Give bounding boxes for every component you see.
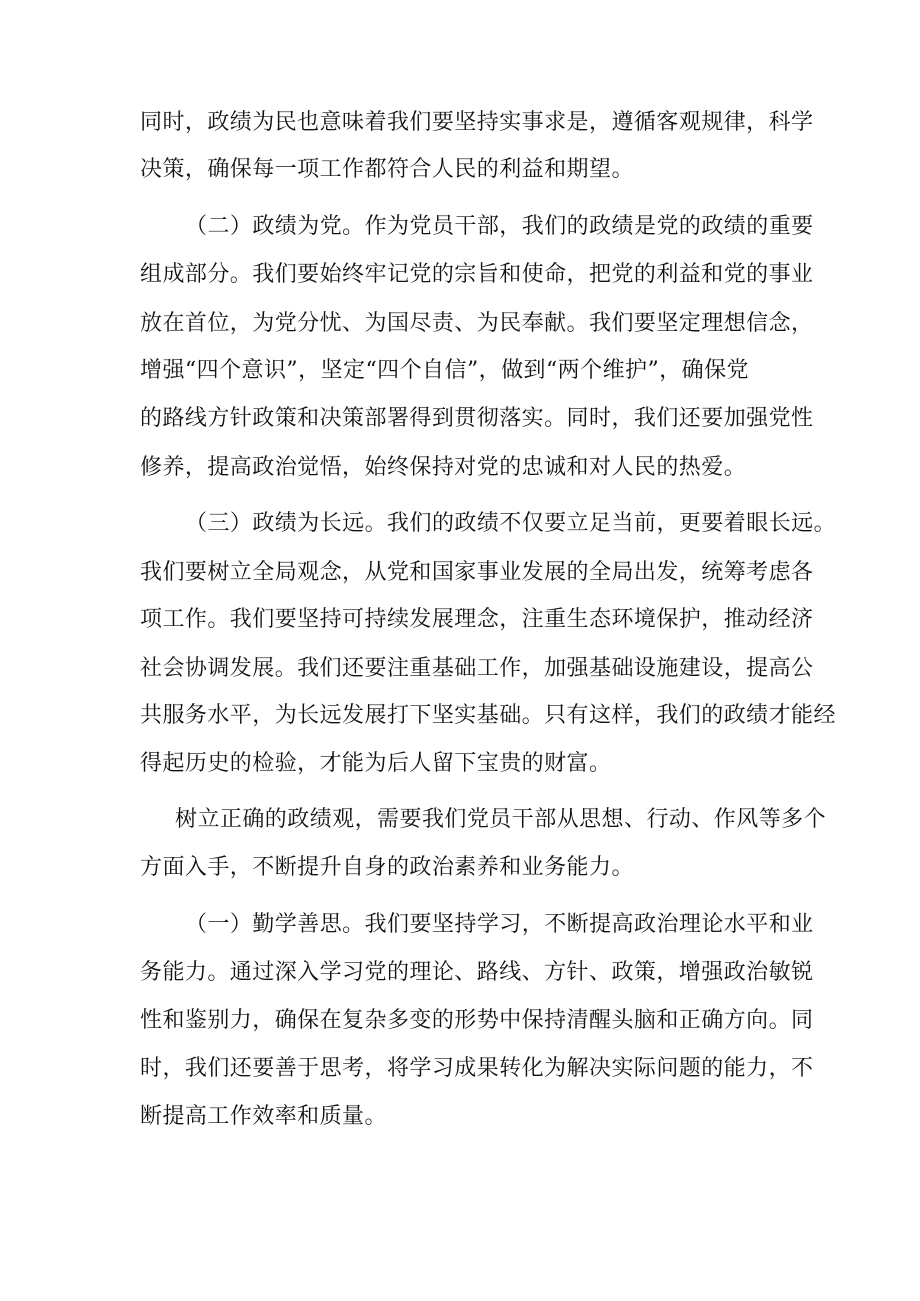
body-text-line: [0, 850, 920, 886]
text-span: 方面入手，不断提升自身的政治素养和业务能力。: [140, 855, 634, 880]
text-span: 树立正确的政绩观，需要我们党员干部从思想、行动、作风等多个: [175, 807, 827, 832]
body-text-line: [0, 698, 920, 734]
text-span: 断提高工作效率和质量。: [140, 1104, 387, 1129]
text-span: （一）勤学善思。我们要坚持学习，不断提高政治理论水平和业: [185, 912, 814, 937]
paragraph-start-line: [0, 802, 920, 838]
text-span: （二）政绩为党。作为党员干部，我们的政绩是党的政绩的重要: [185, 214, 814, 239]
text-span: 决策，确保每一项工作都符合人民的利益和期望。: [140, 157, 634, 182]
body-text-line: [0, 1099, 920, 1135]
body-text-line: [0, 152, 920, 188]
text-span: 得起历史的检验，才能为后人留下宝贵的财富。: [140, 751, 612, 776]
body-text-line: [0, 955, 920, 991]
body-text-line: [0, 746, 920, 782]
text-span: 同时，政绩为民也意味着我们要坚持实事求是，遵循客观规律，科学: [140, 110, 814, 135]
text-span: 社会协调发展。我们还要注重基础工作，加强基础设施建设，提高公: [140, 656, 814, 681]
section-heading-line: [0, 209, 920, 245]
body-text-line: [0, 450, 920, 486]
text-span: 共服务水平，为长远发展打下坚实基础。只有这样，我们的政绩才能经: [140, 703, 836, 728]
body-text-line: [0, 401, 920, 437]
text-span: 我们要树立全局观念，从党和国家事业发展的全局出发，统筹考虑各: [140, 560, 814, 585]
body-text-line: [0, 105, 920, 141]
text-span: 的路线方针政策和决策部署得到贯彻落实。同时，我们还要加强党性: [140, 406, 814, 431]
body-text-line: [0, 1051, 920, 1087]
text-span: 放在首位，为党分忧、为国尽责、为民奉献。我们要坚定理想信念，: [140, 311, 814, 336]
text-span: 项工作。我们要坚持可持续发展理念，注重生态环境保护，推动经济: [140, 607, 814, 632]
body-text-line: [0, 257, 920, 293]
section-heading-line: [0, 907, 920, 943]
body-text-line: [0, 602, 920, 638]
body-text-line: [0, 353, 920, 389]
text-span: 性和鉴别力，确保在复杂多变的形势中保持清醒头脑和正确方向。同: [140, 1008, 814, 1033]
body-text-line: [0, 306, 920, 342]
text-span: 增强“四个意识”，坚定“四个自信”，做到“两个维护”，确保党: [140, 358, 749, 383]
section-heading-line: [0, 506, 920, 542]
text-span: 时，我们还要善于思考，将学习成果转化为解决实际问题的能力，不: [140, 1056, 814, 1081]
body-text-line: [0, 651, 920, 687]
text-span: 组成部分。我们要始终牢记党的宗旨和使命，把党的利益和党的事业: [140, 262, 814, 287]
body-text-line: [0, 555, 920, 591]
text-span: 务能力。通过深入学习党的理论、路线、方针、政策，增强政治敏锐: [140, 960, 814, 985]
text-span: 修养，提高政治觉悟，始终保持对党的忠诚和对人民的热爱。: [140, 455, 747, 480]
text-span: （三）政绩为长远。我们的政绩不仅要立足当前，更要着眼长远。: [185, 511, 837, 536]
body-text-line: [0, 1003, 920, 1039]
